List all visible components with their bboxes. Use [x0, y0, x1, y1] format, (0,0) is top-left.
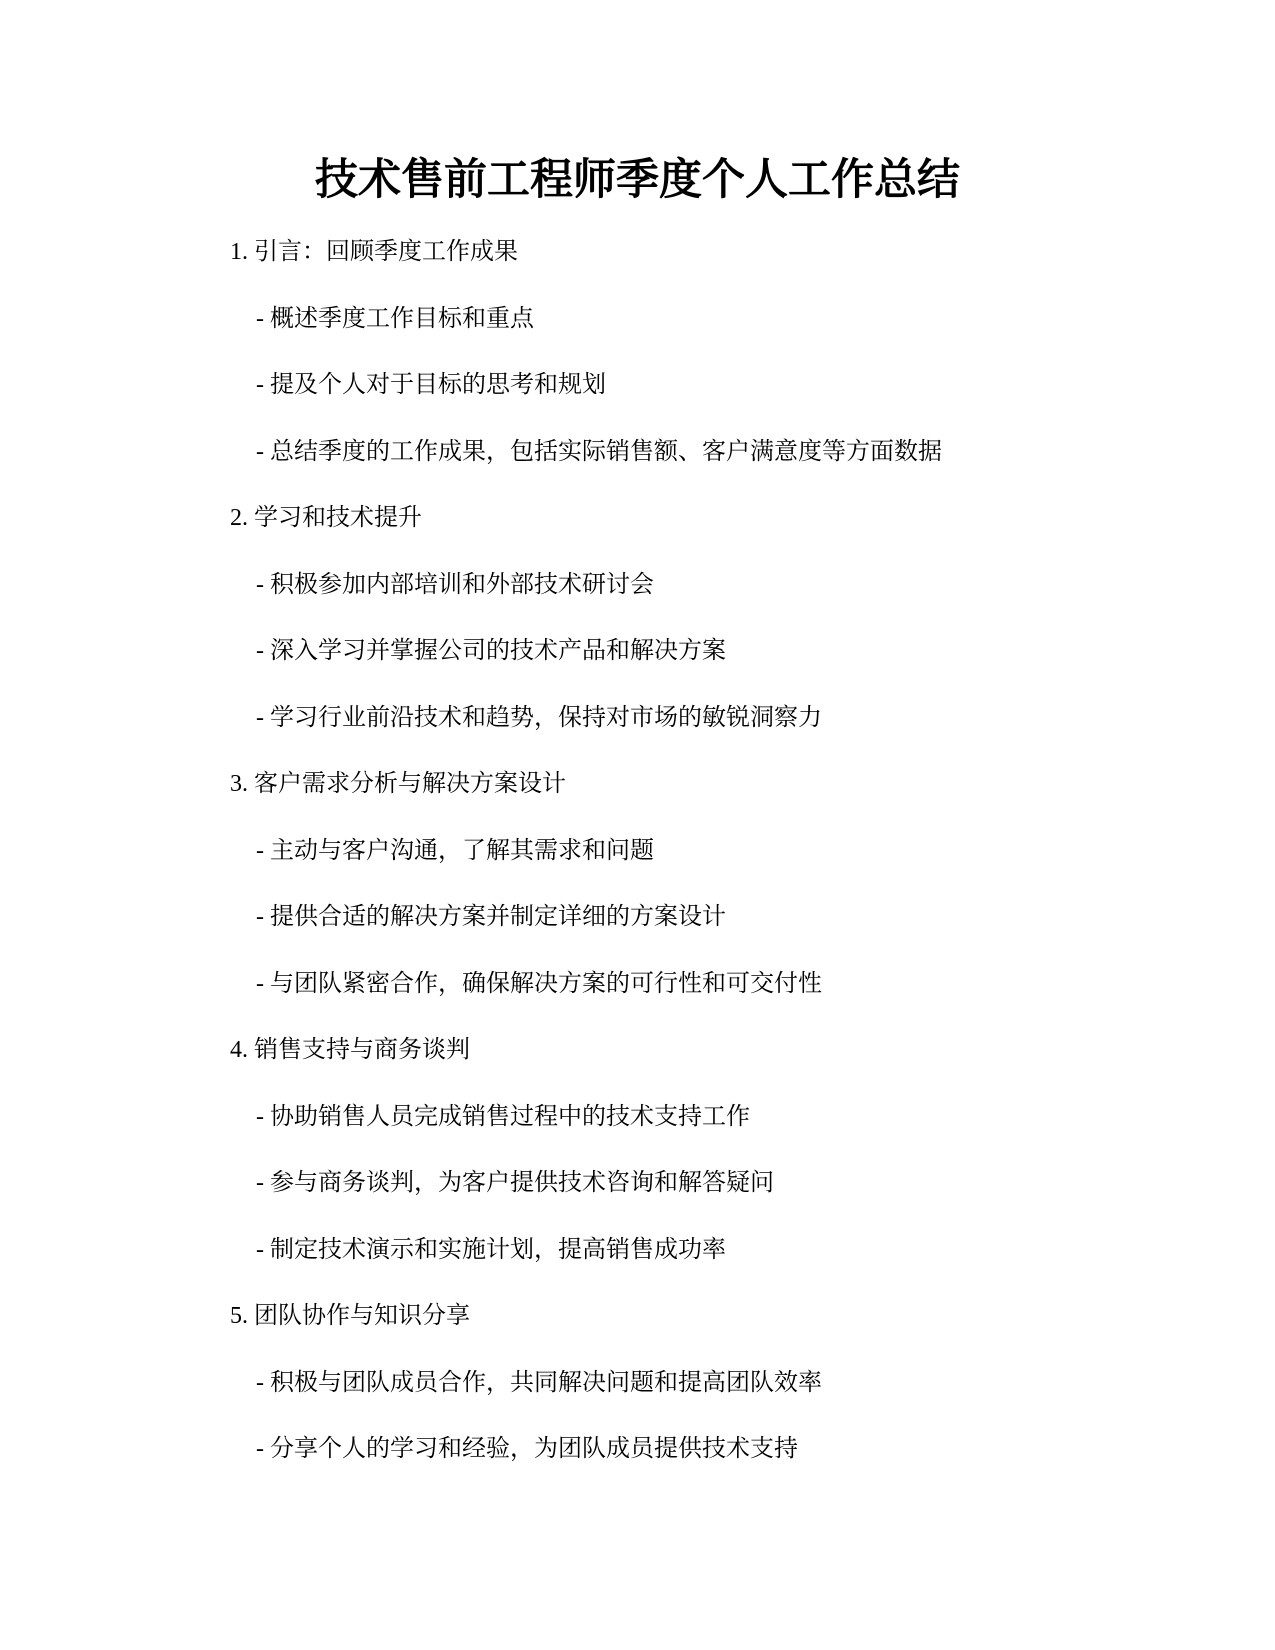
section-1	[230, 236, 1130, 502]
list-item: - 主动与客户沟通，了解其需求和问题	[256, 837, 654, 864]
list-item: - 积极参加内部培训和外部技术研讨会	[256, 571, 654, 598]
list-item: - 提及个人对于目标的思考和规划	[256, 372, 606, 398]
section-heading: 4. 销售支持与商务谈判	[230, 1037, 470, 1063]
list-item: - 制定技术演示和实施计划，提高销售成功率	[256, 1236, 726, 1263]
section-heading: 1. 引言：回顾季度工作成果	[230, 239, 518, 265]
section-3	[230, 768, 1130, 1034]
section-heading: 5. 团队协作与知识分享	[230, 1303, 470, 1329]
list-item: - 深入学习并掌握公司的技术产品和解决方案	[256, 638, 726, 664]
list-item: - 学习行业前沿技术和趋势，保持对市场的敏锐洞察力	[256, 704, 822, 731]
list-item: - 总结季度的工作成果，包括实际销售额、客户满意度等方面数据	[256, 438, 942, 465]
list-item: - 提供合适的解决方案并制定详细的方案设计	[256, 904, 726, 930]
section-heading: 2. 学习和技术提升	[230, 505, 422, 531]
section-4	[230, 1034, 1130, 1300]
list-item: - 协助销售人员完成销售过程中的技术支持工作	[256, 1103, 750, 1130]
section-5	[230, 1300, 1130, 1500]
list-item: - 积极与团队成员合作，共同解决问题和提高团队效率	[256, 1369, 822, 1396]
section-2	[230, 502, 1130, 768]
list-item: - 与团队紧密合作，确保解决方案的可行性和可交付性	[256, 970, 822, 997]
list-item: - 概述季度工作目标和重点	[256, 305, 534, 332]
list-item: - 参与商务谈判，为客户提供技术咨询和解答疑问	[256, 1170, 774, 1196]
page-title: 技术售前工程师季度个人工作总结	[315, 155, 960, 205]
section-heading: 3. 客户需求分析与解决方案设计	[230, 771, 566, 797]
document-body	[230, 236, 1130, 1500]
list-item: - 分享个人的学习和经验，为团队成员提供技术支持	[256, 1436, 798, 1462]
